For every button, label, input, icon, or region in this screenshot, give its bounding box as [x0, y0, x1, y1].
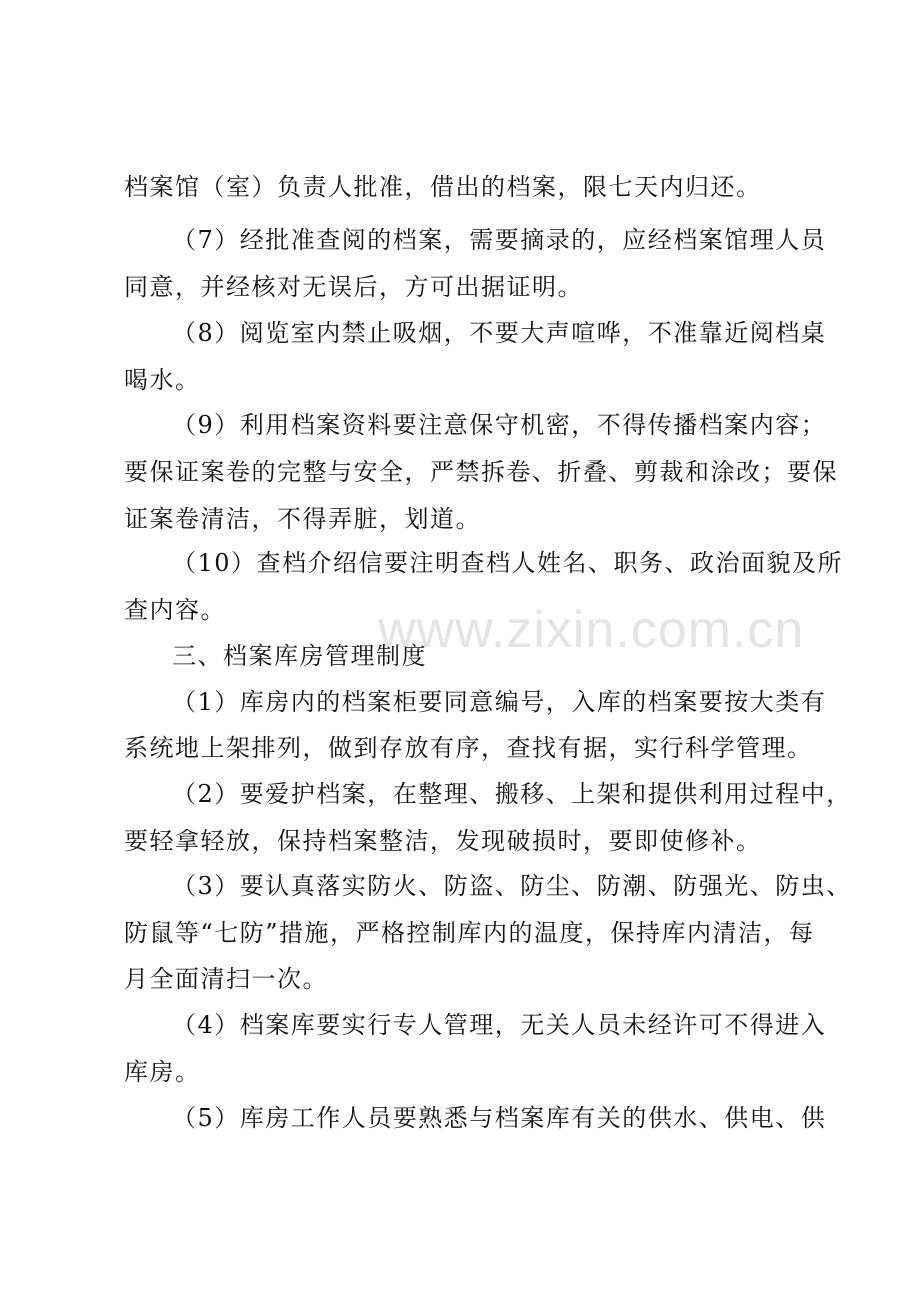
text-line: 查内容。: [124, 596, 226, 624]
text-line: 系统地上架排列，做到存放有序，查找有据，实行科学管理。: [124, 734, 813, 762]
text-line: 档案馆（室）负责人批准，借出的档案，限七天内归还。: [124, 173, 762, 201]
text-line: （7）经批准查阅的档案，需要摘录的，应经档案馆理人员: [172, 226, 827, 254]
text-line: 同意，并经核对无误后，方可出据证明。: [124, 273, 583, 301]
text-line: 月全面清扫一次。: [124, 965, 328, 993]
text-line: 要保证案卷的完整与安全，严禁拆卷、折叠、剪裁和涂改；要保: [124, 458, 838, 486]
text-line: （8）阅览室内禁止吸烟，不要大声喧哗，不准靠近阅档桌: [172, 319, 827, 347]
text-line: （9）利用档案资料要注意保守机密，不得传播档案内容；: [172, 411, 827, 439]
text-line: 库房。: [124, 1058, 201, 1086]
text-line: （1）库房内的档案柜要同意编号，入库的档案要按大类有: [172, 688, 827, 716]
section-heading: 三、档案库房管理制度: [172, 642, 427, 670]
text-line: 防鼠等“七防”措施，严格控制库内的温度，保持库内清洁，每: [124, 919, 815, 947]
text-line: （4）档案库要实行专人管理，无关人员未经许可不得进入: [172, 1011, 827, 1039]
text-line: （2）要爱护档案，在整理、搬移、上架和提供利用过程中，: [172, 780, 852, 808]
text-line: 证案卷清洁，不得弄脏，划道。: [124, 505, 481, 533]
text-line: 要轻拿轻放，保持档案整洁，发现破损时，要即使修补。: [124, 827, 762, 855]
text-line: （10）查档介绍信要注明查档人姓名、职务、政治面貌及所: [172, 549, 844, 577]
text-line: 喝水。: [124, 366, 201, 394]
watermark: www.zixin.com.cn: [378, 601, 805, 659]
text-line: （3）要认真落实防火、防盗、防尘、防潮、防强光、防虫、: [172, 872, 852, 900]
text-line: （5）库房工作人员要熟悉与档案库有关的供水、供电、供: [172, 1104, 827, 1132]
